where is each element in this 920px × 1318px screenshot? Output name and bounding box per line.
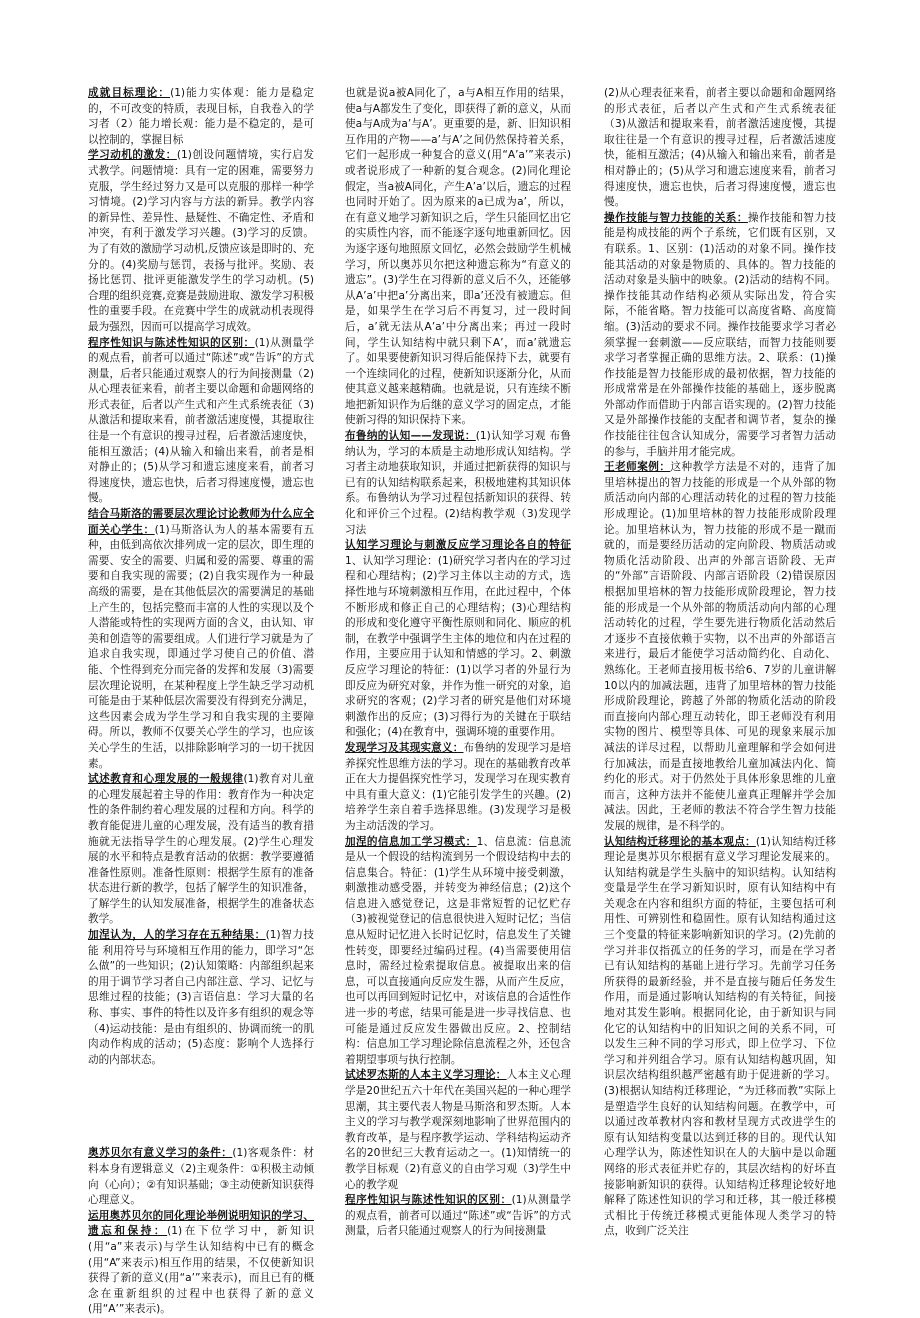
section-procedural-continued [604, 86, 836, 211]
section-education-development-law [88, 772, 314, 928]
section-heading: 成就目标理论： [88, 87, 171, 99]
section-discovery-learning-significance [345, 741, 571, 835]
section-body: 操作技能和智力技能是构成技能的两个子系统，它们既有区别，又有联系。1、区别：(1)活动的对象不同。操作技能其活动的对象是物质的、具体的。智力技能的活动对象是头脑中的映象。(2)活动的结构不同。操作技能其动作结构必须从实际出发，符合实际，不能省略。智力技能可以高度省略、高度简缩。(3)活动的要求不同。操作技能要求学习者必须掌握一套刺激——反应联结，而智力技能则要求学习者掌握正确的思维方法。2、联系：(1)操作技能是智力技能形成的最初依据，智力技能的形成常常是在外部操作技能的基础上，逐步脱离外部动作而借助于内部言语实现的。(2)智力技能又是外部操作技能的支配者和调节者，复杂的操作技能往往包含认知成分，需要学习者智力活动的参与，手脑并用才能完成。 [604, 211, 837, 458]
section-assimilation-continued [345, 86, 571, 429]
section-body: (1)从测量学的观点看，前者可以通过“陈述”或“告诉”的方式测量，后者只能通过观察人的行为间接测量（2)从心理表征来看，前者主要以命题和命题网络的形式表征，后者以产生式和产生式系统表征（3)从激活和提取来看，前者激活速度慢，其提取往往是一个有意识的搜寻过程，后者激活速度快，能相互激活；(4)从输入和输出来看，前者是相对静止的；(5)从学习和遗忘速度来看，前者习得速度快，遗忘也快，后者习得速度慢，遗忘也慢。 [88, 336, 315, 505]
section-body: (1)从测量学的观点看，前者可以通过“陈述”或“告诉”的方式测量，后者只能通过观察人的行为间接测量 [345, 1194, 572, 1238]
section-gagne-five-outcomes [88, 928, 314, 1068]
section-heading: 布鲁纳的认知——发现说： [345, 430, 476, 443]
section-heading: 认知学习理论与刺激反应学习理论各自的特征 [345, 539, 571, 552]
column-gap [88, 1068, 314, 1146]
section-bruner-discovery [345, 429, 571, 538]
section-body: 这种教学方法是不对的，违背了加里培林提出的智力技能的形成是一个从外部的物质活动向内部的心理活动转化的过程的智力技能形成理论。(1)加里培林的智力技能形成阶段理论。加里培林认为，智力技能的形成不是一蹴而就的，而是要经历活动的定向阶段、物质活动或物质化活动阶段、出声的外部言语阶段、无声的“外部”言语阶段、内部言语阶段（2)错误原因 根据加里培林的智力技能形成阶段理论，智力技能的形成是一个从外部的物质活动向内部的心理活动转化的过程，学生要先进行物质化活动然后才逐步不直接依赖于实物，以不出声的外部语言来进行，最后才能使学习活动简约化、自动化、熟练化。王老师直接用板书给6、7岁的儿童讲解10以内的加减法题，违背了加里培林的智力技能形成阶段理论，跨越了外部的物质化活动的阶段而直接向内部心理互动转化，即王老师没有利用实物的图片、模型等具体、可见的现象来展示加减法的详尽过程，以帮助儿童理解和学会如何进行加减法，而是直接地教给儿童加减法内化、简约化的形式。对于仍然处于具体形象思维的儿童而言，这种方法并不能使儿童真正理解并学会加减法。因此，王老师的教法不符合学生智力技能发展的规律，是不科学的。 [604, 461, 836, 832]
section-body: (1)创设问题情境，实行启发式教学。问题情境：具有一定的困难，需要努力克服，学生经过努力又是可以克服的那样一种学习情境。(2)学习内容与方法的新异。教学内容的新异性、差异性、悬疑性、不确定性、矛盾和冲突，有利于激发学习兴趣。(3)学习的反馈。为了有效的激励学习动机,反馈应该是即时的、充分的。(4)奖励与惩罚，表扬与批评。奖励、表扬比惩罚、批评更能激发学生的学习动机。(5)合理的组织竞赛,竞赛是鼓励进取、激发学习积极性的重要手段。在竞赛中学生的成就动机表现得最为强烈，因而可以提高学习成效。 [88, 149, 314, 333]
section-heading: 操作技能与智力技能的关系： [604, 211, 748, 224]
section-teacher-wang-case [604, 460, 836, 834]
section-body: (1)认知学习观 布鲁纳认为，学习的本质是主动地形成认知结构。学习者主动地获取知识，并通过把新获得的知识与已有的认知结构联系起来，积极地建构其知识体系。布鲁纳认为学习过程包括新知识的获得、转化和评价三个过程。(2)结构教学观（3)发现学习法 [345, 430, 571, 536]
section-heading: 试述罗杰斯的人本主义学习理论： [345, 1069, 507, 1082]
section-rogers-humanistic [345, 1068, 571, 1193]
section-body: (1)认知结构迁移理论是奥苏贝尔根据有意义学习理论发展来的。认知结构就是学生头脑中的知识结构。认知结构变量是学生在学习新知识时，原有认知结构中有关观念在内容和组织方面的特征，主要包括可利用性、可辨别性和稳固性。原有认知结构通过这三个变量的特征来影响新知识的学习。(2)先前的学习并非仅指孤立的任务的学习，而是在学习者已有认知结构的基础上进行学习。先前学习任务所获得的最新经验，并不是直接与随后任务发生作用，而是通过影响认知结构的有关特征，间接地对其发生影响。根据同化论，由于新知识与同化它的认知结构中的旧知识之间的关系不同，可以发生三种不同的学习形式，即上位学习、下位学习和并列组合学习。原有认知结构越巩固，知识层次结构组织越严密越有助于促进新的学习。(3)根据认知结构迁移理论，“为迁移而教”实际上是塑造学生良好的认知结构问题。在教学中，可以通过改革教材内容和教材呈现方式改进学生的原有认知结构变量以达到迁移的目的。现代认知心理学认为，陈述性知识在人的大脑中是以命题网络的形式表征并贮存的，其层次结构的好坏直接影响新知识的获得。认知结构迁移理论较好地解释了陈述性知识的学习和迁移，其一般迁移模式相比于传统迁移模式更能体现人类学习的特点，收到广泛关注 [604, 835, 836, 1238]
section-body: (1)智力技能 利用符号与环境相互作用的能力，即学习“怎么做”的一些知识；(2)认知策略：内部组织起来的用于调节学习者自己内部注意、学习、记忆与思维过程的技能；(3)言语信息：学习大量的名称、事实、事件的特性以及许多有组织的观念等（4)运动技能：是由有组织的、协调而统一的肌肉动作构成的活动；(5)态度：影响个人选择行动的内部状态。 [88, 929, 314, 1066]
section-heading: 运用奥苏贝尔的同化理论举例说明知识的学习、遗忘和保持： [88, 1209, 314, 1238]
section-heading: 学习动机的激发： [88, 149, 177, 162]
section-cognitive-vs-sr-theory [345, 538, 571, 741]
section-heading: 王老师案例： [604, 461, 671, 474]
section-body: 人本主义心理学是20世纪五六十年代在美国兴起的一种心理学思潮，其主要代表人物是马斯洛和罗杰斯。人本主义的学习与教学观深刻地影响了世界范围内的教育改革，是与程序教学运动、学科结构运动齐名的20世纪三大教育运动之一。(1)知情统一的教学目标观（2)有意义的自由学习观（3)学生中心的教学观 [345, 1069, 572, 1191]
column-right [604, 86, 836, 1240]
section-gagne-information-processing [345, 835, 571, 1069]
section-heading: 结合马斯洛的需要层次理论讨论教师为什么应全面关心学生： [88, 508, 314, 536]
section-body: (1)马斯洛认为人的基本需要有五种，由低到高依次排列成一定的层次，即生理的需要、安全的需要、归属和爱的需要、尊重的需要和自我实现的需要；(2)自我实现作为一种最高级的需要，是在其他低层次的需要满足的基础上产生的，包括完整而丰富的人性的实现以及个人潜能或特性的实现两方面的含义，由认知、审美和创造等的需要组成。人们进行学习就是为了追求自我实现，即通过学习使自己的价值、潜能、个性得到充分而完备的发挥和发展（3)需要层次理论说明，在某种程度上学生缺乏学习动机可能是由于某种低层次需要没有得到充分满足，这些因素会成为学生学习和自我实现的主要障碍。所以，教师不仅要关心学生的学习，也应该关心学生的生活，以排除影响学习的一切干扰因素。 [88, 523, 315, 770]
section-body: (1)能力实体观：能力是稳定的，不可改变的特质，表现目标，自我卷入的学习者（2）能力增长观：能力是不稳定的，是可以控制的，掌握目标 [88, 87, 315, 146]
section-heading: 加涅的信息加工学习模式： [345, 835, 477, 848]
section-body: (1)在下位学习中，新知识(用“a”来表示)与学生认知结构中已有的概念(用“A”来表示)相互作用的结果，不仅使新知识获得了新的意义(用“a’”来表示)，而且已有的概念在重新组织的过程中也获得了新的意义(用“A’”来表示)。 [88, 1225, 314, 1316]
section-body: (1)客观条件：材料本身有逻辑意义（2)主观条件：①积极主动倾向（心向）；②有知识基础；③主动使新知识获得心理意义。 [88, 1147, 314, 1207]
section-ausubel-meaningful-learning [88, 1146, 314, 1208]
section-heading: 程序性知识与陈述性知识的区别： [88, 336, 255, 349]
section-heading: 试述教育和心理发展的一般规律 [88, 773, 244, 786]
section-maslow-needs [88, 507, 314, 772]
section-procedural-vs-declarative-2 [345, 1193, 571, 1240]
section-cognitive-structure-transfer [604, 835, 836, 1240]
section-heading: 加涅认为，人的学习存在五种结果： [88, 929, 266, 942]
section-body: (2)从心理表征来看，前者主要以命题和命题网络的形式表征，后者以产生式和产生式系统表征（3)从激活和提取来看，前者激活速度慢，其提取往往是一个有意识的搜寻过程，后者激活速度快，能相互激活；(4)从输入和输出来看，前者是相对静止的；(5)从学习和遗忘速度来看，前者习得速度快，遗忘也快，后者习得速度慢，遗忘也慢。 [604, 87, 836, 209]
section-heading: 奥苏贝尔有意义学习的条件： [88, 1147, 233, 1160]
column-left [88, 86, 314, 1318]
section-body: (1)教育对儿童的心理发展起着主导的作用：教育作为一种决定性的条件制约着心理发展的过程和方向。科学的教育能促进儿童的心理发展，没有适当的教育措施就无法指导学生的心理发展。(2)学生心理发展的水平和特点是教育活动的依据：教学要遵循准备性原则。准备性原则：根据学生原有的准备状态进行新的教学，包括了解学生的知识准备，了解学生的认知发展准备，根据学生的准备状态教学。 [88, 773, 314, 926]
section-heading: 发现学习及其现实意义： [345, 741, 464, 754]
section-body: 也就是说a被A同化了，a与A相互作用的结果，使a与A都发生了变化，即获得了新的意义，从而使a与A成为a’与A’。更重要的是，新、旧知识相互作用的产物——a’与A’之间仍然保持着关系，它们一起形成一种复合的意义(用“A’a’”来表示)或者说形成了一种新的复合观念。(2)同化理论假定，当a被A同化，产生A’a’以后，遗忘的过程也同时开始了。因为原来的a已成为a’，所以，在有意义地学习新知识之后，学生只能回忆出它的实质性内容，而不能逐字逐句地重新回忆。因为逐字逐句地照原文回忆，必然会鼓励学生机械学习，所以奥苏贝尔把这种遗忘称为“有意义的遗忘”。(3)学生在习得新的意义后不久，还能够从A’a’中把a’分离出来，即a’还没有被遗忘。但是，如果学生在学习后不再复习，过一段时间后，a’就无法从A’a’中分离出来；再过一段时间，学生认知结构中就只剩下A’，而a’就遗忘了。如果要使新知识习得后能保持下去，就要有一个连续同化的过程，使新知识逐渐分化，从而使其意义越来越精确。也就是说，只有连续不断地把新知识作为后继的意义学习的固定点，才能使新习得的知识保持下来。 [345, 87, 571, 427]
section-motivation-stimulation [88, 148, 314, 335]
section-procedural-vs-declarative [88, 336, 314, 508]
section-body: 1、信息流：信息流是从一个假设的结构流到另一个假设结构中去的信息集合。特征：(1)学生从环境中接受刺激，刺激推动感受器，并转变为神经信息；(2)这个信息进入感觉登记，这是非常短暂的记忆贮存（3)被视觉登记的信息很快进入短时记忆；当信息从短时记忆进入长时记忆时，信息发生了关键性转变，即要经过编码过程。(4)当需要使用信息时，需经过检索提取信息。被提取出来的信息，可以直接通向反应发生器，从而产生反应，也可以再回到短时记忆中，对该信息的合适性作进一步的考虑，结果可能是进一步寻找信息、也可能是通过反应发生器做出反应。2、控制结构：信息加工学习理论除信息流程之外，还包含着期望事项与执行控制。 [345, 835, 572, 1066]
section-achievement-goal-theory [88, 86, 314, 148]
section-heading: 程序性知识与陈述性知识的区别： [345, 1194, 512, 1207]
column-middle [345, 86, 571, 1240]
section-body: 布鲁纳的发现学习是培养探究性思维方法的学习。现在的基础教育改革正在大力提倡探究性学习，发现学习在现实教育中具有重大意义：(1)它能引发学生的兴趣。(2)培养学生亲自着手选择思维。(3)发现学习是极为主动活泼的学习。 [345, 741, 572, 832]
section-body: 1、认知学习理论：(1)研究学习者内在的学习过程和心理结构；(2)学习主体以主动的方式，选择性地与环境刺激相互作用，在此过程中，个体不断形成和修正自己的心理结构；(3)心理结构的形成和变化遵守平衡性原则和同化、顺应的机制，在教学中强调学生主体的地位和内在过程的作用，主要应用于认知和情感的学习。2、刺激反应学习理论的特征：(1)以学习者的外显行为即反应为研究对象，并作为惟一研究的对象，追求研究的客观；(2)学习者的研究是他们对环境刺激作出的反应；(3)习得行为的关键在于联结和强化；(4)在教育中，强调环境的重要作用。 [345, 554, 571, 739]
section-heading: 认知结构迁移理论的基本观点： [604, 835, 756, 848]
section-operation-vs-intellectual-skills [604, 211, 836, 461]
